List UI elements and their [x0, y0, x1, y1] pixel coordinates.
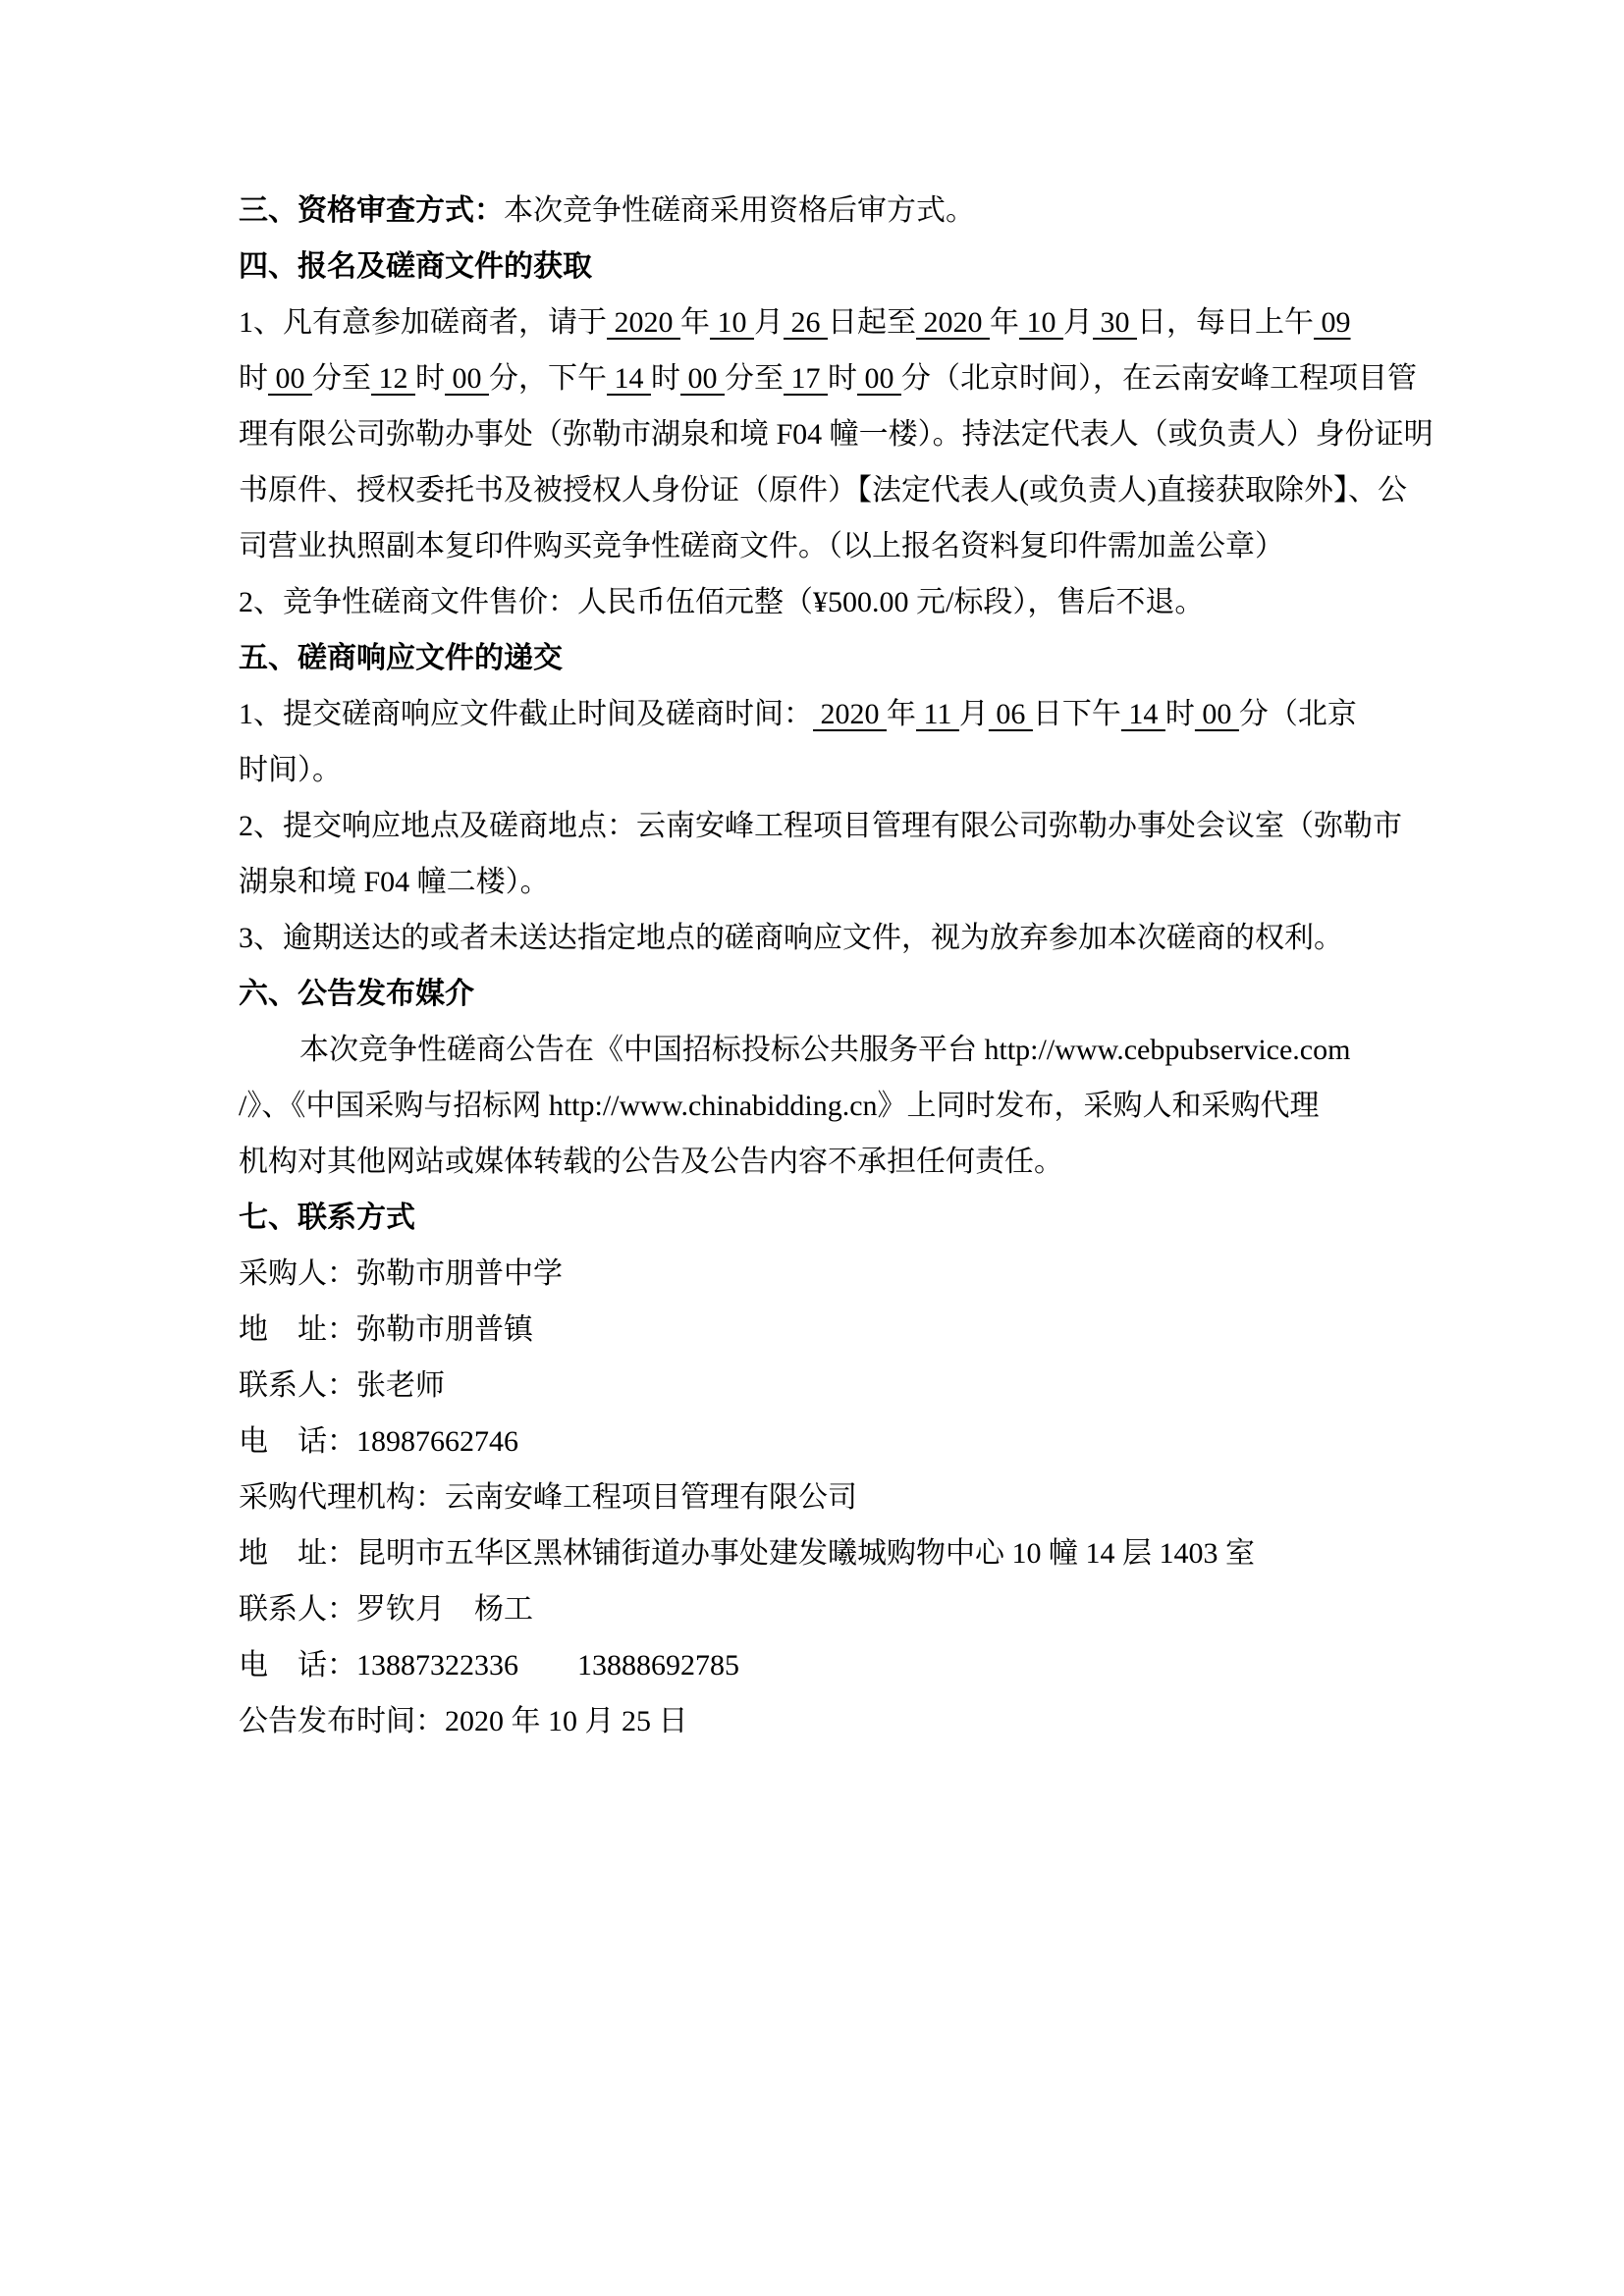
s4-item2: [239, 574, 1397, 630]
text-run: 电 话：18987662746: [239, 1425, 518, 1458]
text-run: 时: [828, 362, 857, 395]
heading-text-run: 四、报名及磋商文件的获取: [239, 250, 592, 283]
purchaser-address: [239, 1302, 1397, 1358]
underlined-blank-run: 14: [1120, 698, 1165, 730]
s5-item2-line1: [239, 798, 1402, 854]
underlined-blank-run: 06: [988, 698, 1033, 730]
text-run: 时: [415, 362, 445, 395]
text-run: 2、竞争性磋商文件售价：人民币伍佰元整（¥500.00 元/标段），售后不退。: [239, 586, 1205, 618]
agency-name: [239, 1469, 1397, 1525]
underlined-blank-run: 10: [710, 306, 754, 339]
underlined-blank-run: 14: [607, 362, 651, 395]
underlined-blank-run: 2020: [607, 306, 680, 339]
text-run: 书原件、授权委托书及被授权人身份证（原件）【法定代表人(或负责人)直接获取除外】、公: [239, 474, 1407, 507]
text-run: 2、提交响应地点及磋商地点：云南安峰工程项目管理有限公司弥勒办事处会议室（弥勒市: [239, 810, 1402, 842]
document-content: [239, 183, 1434, 1749]
s4-item1-line3: [239, 406, 1434, 462]
text-run: 时: [1164, 698, 1195, 730]
underlined-blank-run: 00: [268, 362, 312, 395]
text-run: 分（北京时间），在云南安峰工程项目管: [901, 362, 1417, 395]
section-5-heading: [239, 630, 1397, 686]
heading-text-run: 五、磋商响应文件的递交: [239, 642, 563, 674]
underlined-blank-run: 10: [1019, 306, 1063, 339]
underlined-blank-run: 2020: [916, 306, 990, 339]
underlined-blank-run: 00: [1194, 698, 1239, 730]
text-run: 日起至: [828, 306, 916, 339]
text-run: 电 话：13887322336 13888692785: [239, 1649, 739, 1682]
underlined-blank-run: 09: [1314, 306, 1351, 339]
text-run: 日，每日上午: [1137, 306, 1314, 339]
s4-item1-line4: [239, 462, 1407, 518]
s6-para-line1: [239, 1022, 1397, 1078]
underlined-blank-run: 26: [784, 306, 828, 339]
text-run: 时: [651, 362, 680, 395]
text-run: 湖泉和境 F04 幢二楼）。: [239, 866, 550, 898]
text-run: 1、凡有意参加磋商者，请于: [239, 306, 607, 339]
publish-date: [239, 1693, 1397, 1749]
text-run: 联系人：张老师: [239, 1369, 445, 1402]
heading-text-run: 三、资格审查方式：: [239, 194, 504, 227]
text-run: 时: [239, 362, 268, 395]
purchaser-phone: [239, 1414, 1397, 1469]
text-run: 机构对其他网站或媒体转载的公告及公告内容不承担任何责任。: [239, 1146, 1063, 1178]
underlined-blank-run: 00: [445, 362, 489, 395]
text-run: 采购代理机构：云南安峰工程项目管理有限公司: [239, 1481, 857, 1514]
text-run: 月: [754, 306, 784, 339]
agency-contact: [239, 1581, 1397, 1637]
text-run: 年: [887, 698, 916, 730]
s4-item1-line5: [239, 518, 1397, 574]
text-run: 采购人：弥勒市朋普中学: [239, 1257, 563, 1290]
text-run: 分（北京: [1238, 698, 1357, 730]
underlined-blank-run: 00: [857, 362, 901, 395]
underlined-blank-run: 00: [680, 362, 725, 395]
text-run: 日下午: [1032, 698, 1121, 730]
s5-item1-line1: [239, 686, 1397, 742]
underlined-blank-run: 2020: [813, 698, 887, 730]
text-run: 月: [1063, 306, 1093, 339]
s5-item2-line2: [239, 854, 1397, 910]
purchaser-name: [239, 1246, 1397, 1302]
heading-text-run: 七、联系方式: [239, 1201, 415, 1234]
text-run: 年: [990, 306, 1019, 339]
text-run: 分至: [312, 362, 371, 395]
s5-item1-line2: [239, 742, 1397, 798]
section-6-heading: [239, 966, 1397, 1022]
text-run: 理有限公司弥勒办事处（弥勒市湖泉和境 F04 幢一楼）。持法定代表人（或负责人）身份证明: [239, 418, 1434, 451]
text-run: 联系人：罗钦月 杨工: [239, 1593, 533, 1626]
text-run: 3、逾期送达的或者未送达指定地点的磋商响应文件，视为放弃参加本次磋商的权利。: [239, 922, 1343, 954]
text-run: 月: [958, 698, 989, 730]
underlined-blank-run: 11: [916, 698, 959, 730]
s6-para-line3: [239, 1134, 1397, 1190]
text-run: 地 址：弥勒市朋普镇: [239, 1313, 533, 1346]
text-run: 分，下午: [489, 362, 607, 395]
section-3-heading: [239, 183, 1397, 239]
text-run: 地 址：昆明市五华区黑林铺街道办事处建发曦城购物中心 10 幢 14 层 1403 室: [239, 1537, 1255, 1570]
section-7-heading: [239, 1190, 1397, 1246]
text-run: 公告发布时间：2020 年 10 月 25 日: [239, 1705, 688, 1737]
text-run: 年: [680, 306, 710, 339]
text-run: 本次竞争性磋商采用资格后审方式。: [504, 194, 975, 227]
underlined-blank-run: 17: [784, 362, 828, 395]
s4-item1-line1: [239, 294, 1397, 350]
heading-text-run: 六、公告发布媒介: [239, 978, 474, 1010]
s4-item1-line2: [239, 350, 1417, 406]
text-run: 1、提交磋商响应文件截止时间及磋商时间：: [239, 698, 813, 730]
underlined-blank-run: 12: [371, 362, 415, 395]
text-run: 司营业执照副本复印件购买竞争性磋商文件。（以上报名资料复印件需加盖公章）: [239, 530, 1284, 562]
agency-address: [239, 1525, 1397, 1581]
s6-para-line2: [239, 1078, 1397, 1134]
s5-item3: [239, 910, 1397, 966]
text-run: 时间）。: [239, 754, 342, 786]
underlined-blank-run: 30: [1093, 306, 1137, 339]
section-4-heading: [239, 239, 1397, 294]
purchaser-contact: [239, 1358, 1397, 1414]
text-run: 分至: [725, 362, 784, 395]
agency-phone: [239, 1637, 1397, 1693]
text-run: 本次竞争性磋商公告在《中国招标投标公共服务平台 http://www.cebpubservice.com: [299, 1034, 1351, 1066]
text-run: /》、《中国采购与招标网 http://www.chinabidding.cn》上同时发布，采购人和采购代理: [239, 1090, 1320, 1122]
